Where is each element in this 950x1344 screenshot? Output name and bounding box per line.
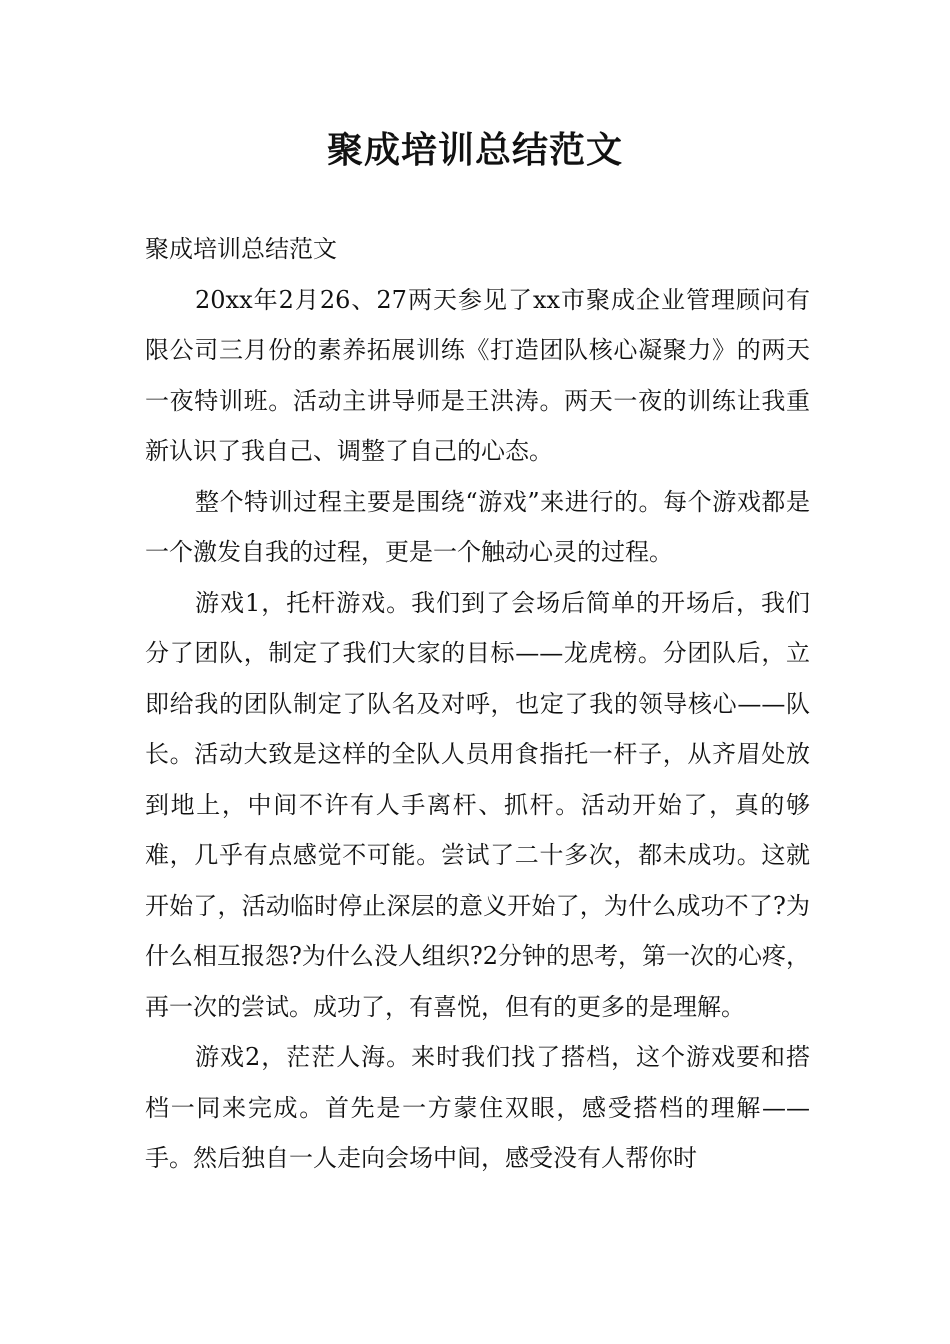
paragraph-3: 游戏1，托杆游戏。我们到了会场后简单的开场后，我们分了团队，制定了我们大家的目标——龙虎榜。分团队后，立即给我的团队制定了队名及对呼，也定了我的领导核心——队长。活动大致是这样的全队人员用食指托一杆子，从齐眉处放到地上，中间不许有人手离杆、抓杆。活动开始了，真的够难，几乎有点感觉不可能。尝试了二十多次，都未成功。这就开始了，活动临时停止深层的意义开始了，为什么成功不了?为什么相互报怨?为什么没人组织?2分钟的思考，第一次的心疼，再一次的尝试。成功了，有喜悦，但有的更多的是理解。 [145,588,811,1021]
document-body [145,224,810,1184]
paragraph-4: 游戏2，茫茫人海。来时我们找了搭档，这个游戏要和搭档一同来完成。首先是一方蒙住双眼，感受搭档的理解——手。然后独自一人走向会场中间，感受没有人帮你时 [145,1043,810,1172]
paragraph-1: 20xx年2月26、27两天参见了xx市聚成企业管理顾问有限公司三月份的素养拓展训练《打造团队核心凝聚力》的两天一夜特训班。活动主讲导师是王洪涛。两天一夜的训练让我重新认识了我自己、调整了自己的心态。 [145,285,810,465]
document-subtitle: 聚成培训总结范文 [145,235,337,263]
paragraph-2: 整个特训过程主要是围绕“游戏”来进行的。每个游戏都是一个激发自我的过程，更是一个触动心灵的过程。 [145,487,810,566]
document-title: 聚成培训总结范文 [326,129,623,171]
